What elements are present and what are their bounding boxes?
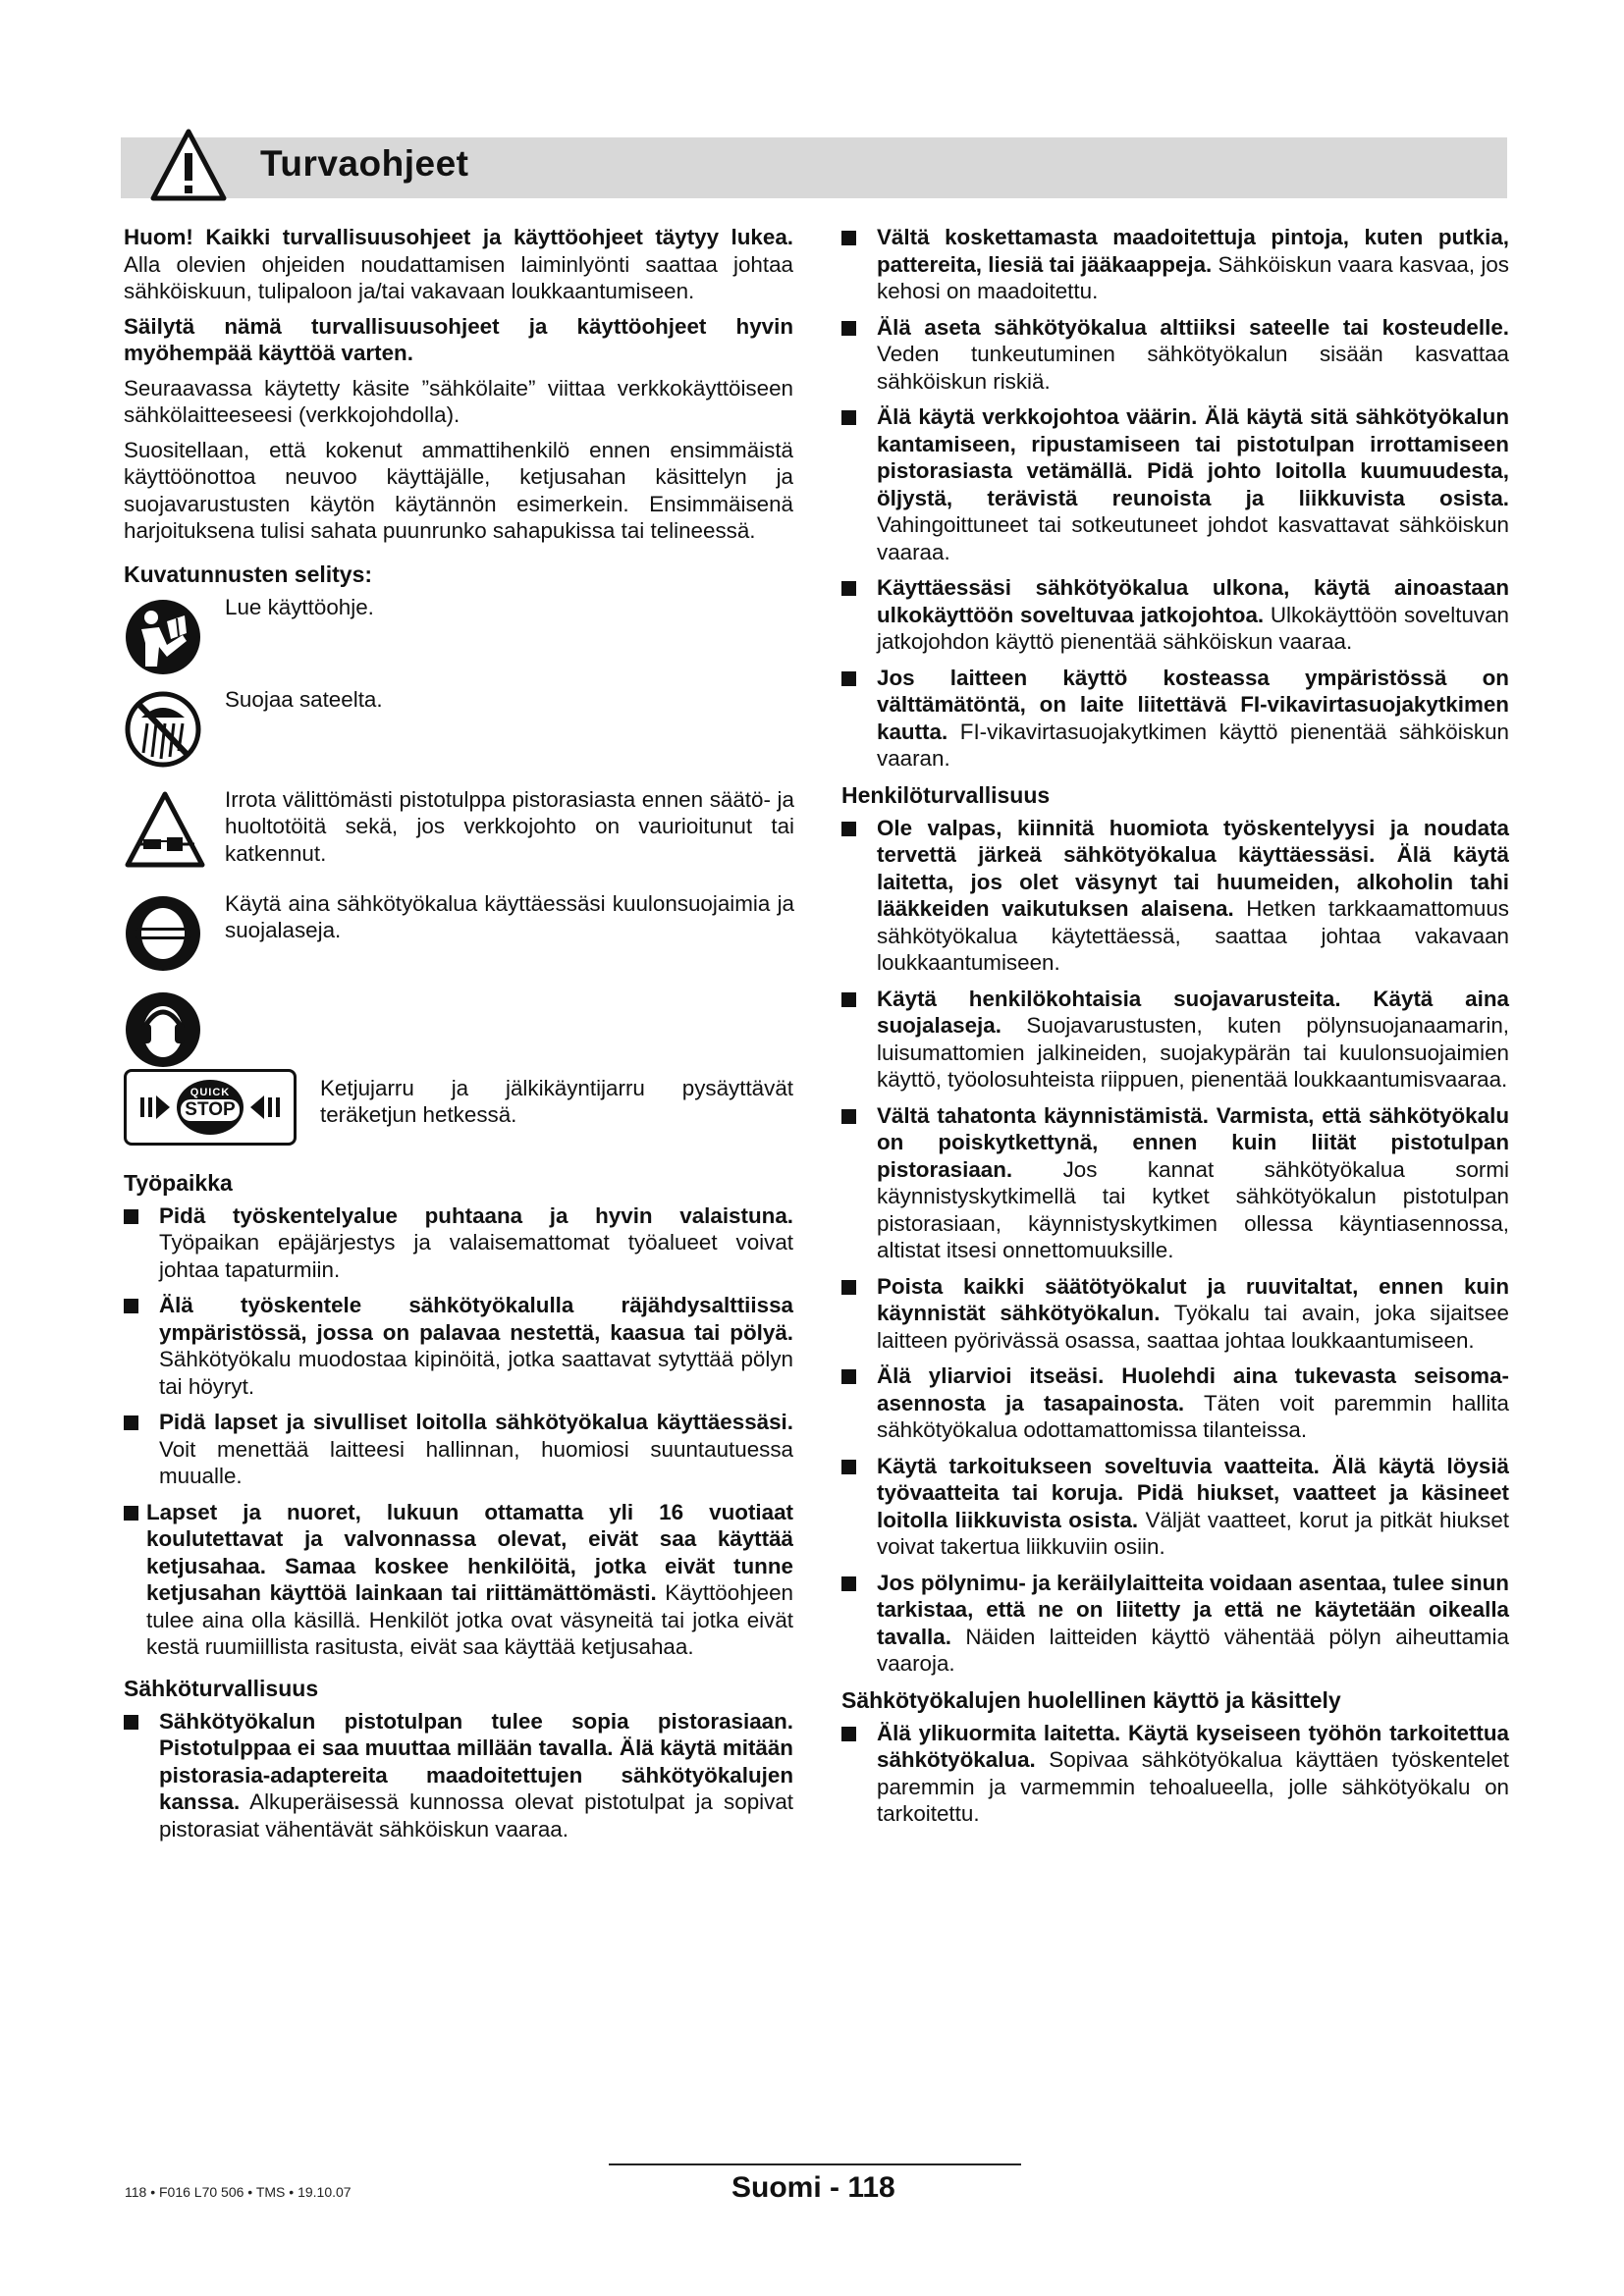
electrical-bullet: Älä käytä verkkojohtoa väärin. Älä käytä sitä sähkötyökalun kantamiseen, ripustamiseen tai pistotulpan irrottamiseen pistorasiasta vetämällä. Pidä johto loitolla kuumuudesta, öljystä, terävistä reunoista ja liikkuvista osista. Vahingoittuneet tai sotkeutuneet johdot kasvattavat sähköiskun vaaraa. xyxy=(841,403,1509,565)
footer-document-code: 118 • F016 L70 506 • TMS • 19.10.07 xyxy=(125,2184,352,2200)
legend-text-chain-brake: Ketjujarru ja jälkikäyntijarru pysäyttävät teräketjun hetkessä. xyxy=(320,1075,793,1127)
right-column xyxy=(841,224,1509,1837)
intro-paragraph: Huom! Kaikki turvallisuusohjeet ja käyttöohjeet täytyy lukea. Alla olevien ohjeiden noudattamisen laiminlyönti saattaa johtaa sähköiskuun, tulipaloon ja/tai vakavaan loukkaantumiseen. xyxy=(124,225,793,303)
read-manual-icon xyxy=(124,598,202,676)
personal-bullet: Älä yliarvioi itseäsi. Huolehdi aina tukevasta seisoma-asennosta ja tasapainosta. Täten voit paremmin hallita sähkötyökalua odottamattomissa tilanteissa. xyxy=(841,1362,1509,1444)
recommendation-paragraph: Suositellaan, että kokenut ammattihenkilö ennen ensimmäistä käyttöönottoa neuvoo käyttäjälle, ketjusahan käsittelyn ja suojavarustusten käytön käytännön esimerkein. Ensimmäisenä harjoituksena tulisi sahata puunrunko sahapukissa tai telineessä. xyxy=(124,437,793,543)
stop-label: STOP xyxy=(181,1099,240,1121)
personal-bullet: Käytä henkilökohtaisia suojavarusteita. Käytä aina suojalaseja. Suojavarustusten, kuten pölynsuojanaamarin, luisumattomien jalkineiden, suojakypärän tai kuulonsuojaimien käyttö, työolosuhteista riippuen, pienentää loukkaantumisvaaraa. xyxy=(841,986,1509,1094)
personal-bullet: Ole valpas, kiinnitä huomiota työskentelyysi ja noudata tervettä järkeä sähkötyökalua käyttäessäsi. Älä käytä laitetta, jos olet väsynyt tai huumeiden, alkoholin tahi lääkkeiden vaikutuksen alaisena. Hetken tarkkaamattomuus sähkötyökalua käytettäessä, saattaa johtaa vakavaan loukkaantumiseen. xyxy=(841,815,1509,977)
personal-bullet: Jos pölynimu- ja keräilylaitteita voidaan asentaa, tulee sinun tarkistaa, että ne on liitetty ja että ne käytetään oikealla tavalla. Näiden laitteiden käyttö vähentää pölyn aiheuttamia vaaroja. xyxy=(841,1570,1509,1678)
unplug-warning-icon xyxy=(124,790,206,869)
footer-page-number: Suomi - 118 xyxy=(731,2171,895,2204)
electrical-bullet: Käyttäessäsi sähkötyökalua ulkona, käytä ainoastaan ulkokäyttöön soveltuvaa jatkojohtoa. Ulkokäyttöön soveltuvan jatkojohdon käyttö pienentää sähköiskun vaaraa. xyxy=(841,574,1509,656)
ear-protection-icon xyxy=(124,990,202,1069)
personal-safety-heading: Henkilöturvallisuus xyxy=(841,781,1051,808)
electrical-heading: Sähköturvallisuus xyxy=(124,1675,319,1701)
safety-goggles-icon xyxy=(124,894,202,973)
care-bullet: Älä ylikuormita laitetta. Käytä kyseiseen työhön tarkoitettua sähkötyökalua. Sopivaa sähkötyökalua käyttäen työskentelet paremmin ja varmemmin tehoalueella, jolle sähkötyökalu on tarkoitettu. xyxy=(841,1720,1509,1828)
workplace-bullet: Pidä työskentelyalue puhtaana ja hyvin valaistuna. Työpaikan epäjärjestys ja valaisemattomat työalueet voivat johtaa tapaturmiin. xyxy=(124,1202,793,1284)
workplace-bullet: Pidä lapset ja sivulliset loitolla sähkötyökalua käyttäessäsi. Voit menettää laitteesi hallinnan, huomiosi suuntautuessa muualle. xyxy=(124,1409,793,1490)
quick-stop-icon xyxy=(124,1069,297,1146)
legend-heading: Kuvatunnusten selitys: xyxy=(124,561,373,587)
footer-rule xyxy=(609,2163,1021,2165)
personal-bullet: Poista kaikki säätötyökalut ja ruuvitaltat, ennen kuin käynnistät sähkötyökalun. Työkalu tai avain, joka sijaitsee laitteen pyörivässä osassa, saattaa johtaa loukkaantumiseen. xyxy=(841,1273,1509,1355)
quick-label: QUICK xyxy=(189,1086,231,1098)
keep-instructions: Säilytä nämä turvallisuusohjeet ja käyttöohjeet hyvin myöhempää käyttöä varten. xyxy=(124,313,793,365)
electrical-bullet: Jos laitteen käyttö kosteassa ympäristössä on välttämätöntä, on laite liitettävä FI-vikavirtasuojakytkimen kautta. FI-vikavirtasuojakytkimen käyttö pienentää sähköiskun vaaran. xyxy=(841,665,1509,773)
electrical-bullet: Älä aseta sähkötyökalua alttiiksi sateelle tai kosteudelle. Veden tunkeutuminen sähkötyökalun sisään kasvattaa sähköiskun riskiä. xyxy=(841,314,1509,396)
workplace-bullet: Lapset ja nuoret, lukuun ottamatta yli 16 vuotiaat koulutettavat ja valvonnassa olevat, eivät saa käyttää ketjusahaa. Samaa koskee henkilöitä, jotka eivät tunne ketjusahan käyttöä lainkaan tai riittämättömästi. Käyttöohjeen tulee aina olla käsillä. Henkilöt jotka ovat väsyneitä tai jotka eivät kestä ruumiillista rasitusta, eivät saa käyttää ketjusahaa. xyxy=(124,1499,793,1661)
personal-bullet: Käytä tarkoitukseen soveltuvia vaatteita. Älä käytä löysiä työvaatteita tai koruja. Pidä hiukset, vaatteet ja käsineet loitolla liikkuvista osista. Väljät vaatteet, korut ja pitkät hiukset voivat takertua liikkuviin osiin. xyxy=(841,1453,1509,1561)
warning-triangle-icon xyxy=(149,126,228,204)
workplace-heading: Työpaikka xyxy=(124,1169,233,1196)
electrical-bullet: Vältä koskettamasta maadoitettuja pintoja, kuten putkia, pattereita, liesiä tai jääkaappeja. Sähköiskun vaara kasvaa, jos kehosi on maadoitettu. xyxy=(841,224,1509,305)
tool-care-heading: Sähkötyökalujen huolellinen käyttö ja käsittely xyxy=(841,1686,1341,1713)
page-title: Turvaohjeet xyxy=(260,143,469,184)
legend-text-unplug: Irrota välittömästi pistotulppa pistorasiasta ennen säätö- ja huoltotöitä sekä, jos verkkojohto on vaurioitunut tai katkennut. xyxy=(225,786,794,866)
legend-text-read-manual: Lue käyttöohje. xyxy=(225,594,374,619)
term-definition: Seuraavassa käytetty käsite ”sähkölaite” viittaa verkkokäyttöiseen sähkölaitteeseesi (verkkojohdolla). xyxy=(124,375,793,427)
symbol-legend xyxy=(124,594,794,1127)
legend-text-rain: Suojaa sateelta. xyxy=(225,686,383,712)
personal-bullet: Vältä tahatonta käynnistämistä. Varmista, että sähkötyökalu on poiskytkettynä, ennen kuin liität pistotulpan pistorasiaan. Jos kannat sähkötyökalua sormi käynnistyskytkimellä tai kytket sähkötyökalun pistotulpan pistorasiaan, käynnistyskytkimen ollessa käyntiasennossa, altistat itsesi onnettomuuksille. xyxy=(841,1102,1509,1264)
no-rain-icon xyxy=(124,688,202,771)
legend-text-protection: Käytä aina sähkötyökalua käyttäessäsi kuulonsuojaimia ja suojalaseja. xyxy=(225,890,794,942)
workplace-bullet: Älä työskentele sähkötyökalulla räjähdysalttiissa ympäristössä, jossa on palavaa nestettä, kaasua tai pölyä. Sähkötyökalu muodostaa kipinöitä, jotka saattavat sytyttää pölyn tai höyryt. xyxy=(124,1292,793,1400)
left-column xyxy=(124,224,793,1851)
electrical-bullet: Sähkötyökalun pistotulpan tulee sopia pistorasiaan. Pistotulppaa ei saa muuttaa millään tavalla. Älä käytä mitään pistorasia-adaptereita maadoitettujen sähkötyökalujen kanssa. Alkuperäisessä kunnossa olevat pistotulpat ja sopivat pistorasiat vähentävät sähköiskun vaaraa. xyxy=(124,1708,793,1843)
